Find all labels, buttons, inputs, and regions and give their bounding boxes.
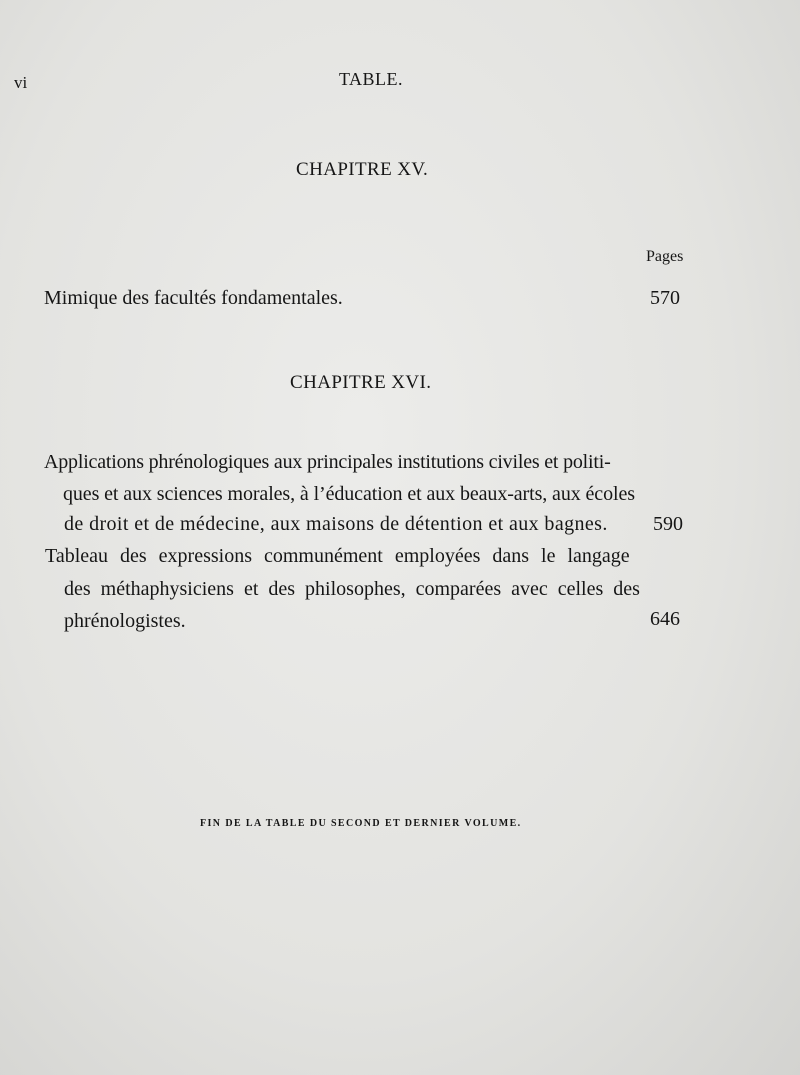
running-head: TABLE. [339,69,404,89]
toc-entry-title: Mimique des facultés fondamentales. [44,287,343,309]
toc-entry-page: 590 [653,513,683,535]
toc-entry-line: des méthaphysiciens et des philosophes, comparées avec celles des [64,578,640,600]
toc-entry-line: de droit et de médecine, aux maisons de détention et aux bagnes. [64,513,608,535]
colophon: FIN DE LA TABLE DU SECOND ET DERNIER VOLUME. [200,818,522,829]
page-folio: vi [14,73,28,92]
chapter-15-heading: CHAPITRE XV. [296,159,429,180]
toc-entry-line: Tableau des expressions communément employées dans le langage [45,545,630,567]
toc-entry [44,287,680,310]
toc-entry-line: Applications phrénologiques aux principales institutions civiles et politi- [44,451,611,473]
toc-entry-line: ques et aux sciences morales, à l’éducation et aux beaux-arts, aux écoles [63,483,635,505]
toc-entry-page: 570 [650,287,680,309]
pages-column-label: Pages [646,248,684,265]
toc-entry-line: phrénologistes. [64,610,186,632]
toc-entry-page: 646 [650,608,680,630]
chapter-16-heading: CHAPITRE XVI. [290,372,432,393]
